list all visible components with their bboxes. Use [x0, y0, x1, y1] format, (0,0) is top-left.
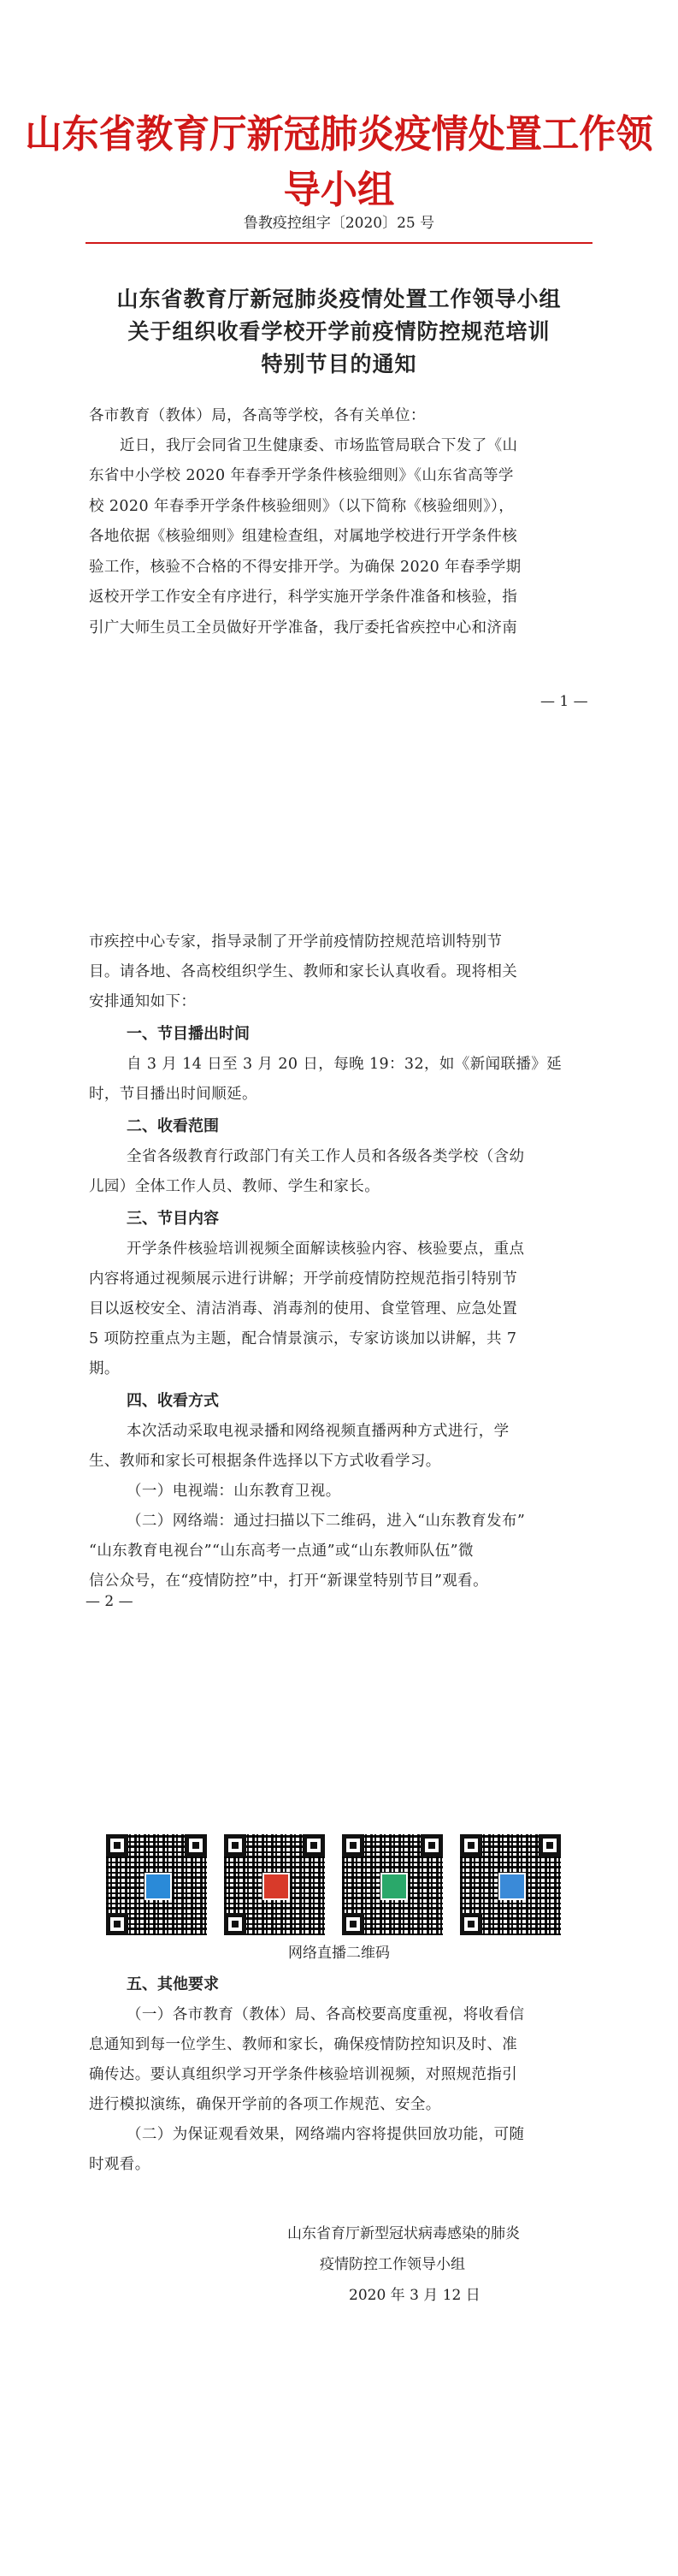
- body-line: 期。: [89, 1360, 120, 1377]
- qr-finder-pattern: [460, 1913, 482, 1935]
- section-heading: 五、其他要求: [127, 1975, 219, 1993]
- qr-finder-pattern: [106, 1834, 128, 1856]
- qr-code-shandong-education-release[interactable]: [104, 1833, 209, 1937]
- section-heading: 四、收看方式: [127, 1392, 219, 1410]
- qr-finder-pattern: [421, 1834, 443, 1856]
- body-line: 自 3 月 14 日至 3 月 20 日，每晚 19：32，如《新闻联播》延: [127, 1056, 563, 1073]
- qr-code-shandong-teachers[interactable]: [458, 1833, 563, 1937]
- qr-finder-pattern: [342, 1834, 364, 1856]
- qr-code-shandong-gaokao[interactable]: [340, 1833, 445, 1937]
- signature-org-line2: 疫情防控工作领导小组: [320, 2256, 465, 2273]
- document-number: 鲁教疫控组字〔2020〕25 号: [243, 215, 435, 232]
- page-number: — 1 —: [540, 693, 588, 710]
- qr-finder-pattern: [303, 1834, 325, 1856]
- body-line: 近日，我厅会同省卫生健康委、市场监管局联合下发了《山: [120, 437, 518, 454]
- signature-date: 2020 年 3 月 12 日: [349, 2287, 480, 2304]
- qr-logo-icon: [262, 1873, 290, 1900]
- body-line: 时，节目播出时间顺延。: [89, 1086, 257, 1103]
- body-line: 进行模拟演练，确保开学前的各项工作规范、安全。: [89, 2096, 441, 2113]
- qr-finder-pattern: [342, 1913, 364, 1935]
- qr-finder-pattern: [106, 1913, 128, 1935]
- issuing-org-header: 山东省教育厅新冠肺炎疫情处置工作领导小组: [25, 111, 653, 212]
- section-heading: 二、收看范围: [127, 1117, 219, 1135]
- body-line: 全省各级教育行政部门有关工作人员和各级各类学校（含幼: [127, 1148, 525, 1165]
- body-line: 验工作，核验不合格的不得安排开学。为确保 2020 年春季学期: [89, 559, 522, 576]
- qr-finder-pattern: [539, 1834, 561, 1856]
- body-line: （二）网络端：通过扫描以下二维码，进入“山东教育发布”: [127, 1513, 526, 1530]
- body-line: 儿园）全体工作人员、教师、学生和家长。: [89, 1178, 380, 1195]
- body-line: 开学条件核验培训视频全面解读核验内容、核验要点，重点: [127, 1241, 525, 1258]
- section-heading: 一、节目播出时间: [127, 1025, 250, 1043]
- body-line: 目以返校安全、清洁消毒、消毒剂的使用、食堂管理、应急处置: [89, 1300, 518, 1318]
- body-line: （一）电视端：山东教育卫视。: [127, 1483, 341, 1500]
- body-line: 引广大师生员工全员做好开学准备，我厅委托省疾控中心和济南: [89, 619, 518, 637]
- qr-finder-pattern: [224, 1834, 246, 1856]
- body-line: 本次活动采取电视录播和网络视频直播两种方式进行，学: [127, 1423, 510, 1440]
- red-divider: [85, 242, 593, 244]
- body-line: 信公众号，在“疫情防控”中，打开“新课堂特别节目”观看。: [89, 1572, 488, 1590]
- body-line: 确传达。要认真组织学习开学条件核验培训视频，对照规范指引: [89, 2066, 518, 2083]
- qr-finder-pattern: [460, 1834, 482, 1856]
- body-line: 校 2020 年春季开学条件核验细则》（以下简称《核验细则》），: [89, 498, 515, 515]
- body-line: （一）各市教育（教体）局、各高校要高度重视，将收看信: [127, 2006, 525, 2023]
- body-line: 返校开学工作安全有序进行，科学实施开学条件准备和核验，指: [89, 589, 518, 606]
- body-line: 息通知到每一位学生、教师和家长，确保疫情防控知识及时、准: [89, 2036, 518, 2053]
- body-line: 生、教师和家长可根据条件选择以下方式收看学习。: [89, 1453, 441, 1470]
- doc-title-line1: 山东省教育厅新冠肺炎疫情处置工作领导小组: [116, 287, 562, 311]
- qr-finder-pattern: [224, 1913, 246, 1935]
- body-line: 安排通知如下：: [89, 993, 197, 1010]
- qr-logo-icon: [144, 1873, 172, 1900]
- body-line: 5 项防控重点为主题，配合情景演示，专家访谈加以讲解，共 7: [89, 1330, 517, 1347]
- qr-caption: 网络直播二维码: [288, 1945, 390, 1962]
- page-number: — 2 —: [85, 1593, 133, 1610]
- body-line: 市疾控中心专家，指导录制了开学前疫情防控规范培训特别节: [89, 933, 503, 950]
- body-line: 内容将通过视频展示进行讲解；开学前疫情防控规范指引特别节: [89, 1270, 518, 1288]
- body-line: 各地依据《核验细则》组建检查组，对属地学校进行开学条件核: [89, 528, 518, 545]
- doc-title-line2: 关于组织收看学校开学前疫情防控规范培训: [127, 319, 551, 344]
- signature-org-line1: 山东省育厅新型冠状病毒感染的肺炎: [287, 2225, 520, 2242]
- qr-finder-pattern: [185, 1834, 207, 1856]
- body-line: “山东教育电视台”“山东高考一点通”或“山东教师队伍”微: [89, 1543, 474, 1560]
- qr-logo-icon: [380, 1873, 408, 1900]
- doc-title-line3: 特别节目的通知: [261, 352, 417, 376]
- body-line: 目。请各地、各高校组织学生、教师和家长认真收看。现将相关: [89, 963, 518, 980]
- qr-logo-icon: [498, 1873, 526, 1900]
- salutation: 各市教育（教体）局，各高等学校，各有关单位：: [89, 407, 426, 424]
- section-heading: 三、节目内容: [127, 1210, 219, 1228]
- body-line: 东省中小学校 2020 年春季开学条件核验细则》《山东省高等学: [89, 467, 514, 484]
- body-line: （二）为保证观看效果，网络端内容将提供回放功能，可随: [127, 2126, 525, 2143]
- body-line: 时观看。: [89, 2156, 150, 2173]
- qr-code-shandong-education-tv[interactable]: [222, 1833, 327, 1937]
